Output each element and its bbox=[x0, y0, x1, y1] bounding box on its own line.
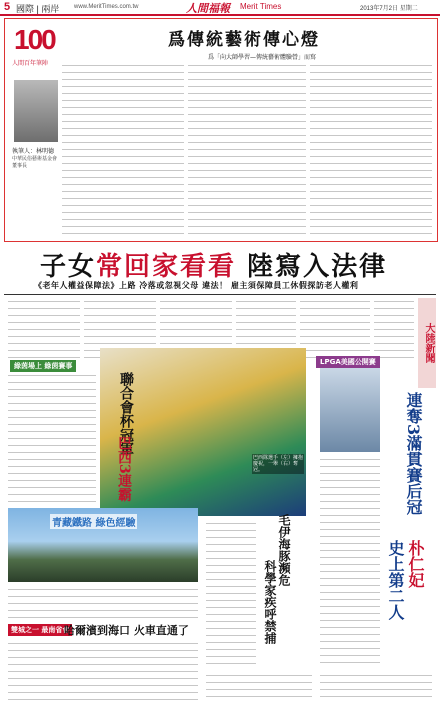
top-story-title: 爲傳統藝術傳心燈 bbox=[168, 30, 320, 50]
science-subheadline: 科學家疾呼禁捕 bbox=[263, 560, 277, 644]
top-story-subtitle: 爲「向大師學習—傳統藝術體驗營」而寫 bbox=[208, 54, 317, 61]
headline-part-2: 陸寫入法律 bbox=[247, 252, 388, 282]
headline-part-1: 子女 bbox=[40, 252, 97, 282]
divider bbox=[4, 294, 436, 295]
website-link[interactable]: www.MeritTimes.com.tw bbox=[74, 4, 139, 10]
golf-headline-name: 朴仁妃 bbox=[406, 540, 425, 588]
side-section-label: 大陸新聞 bbox=[418, 298, 436, 388]
railway-caption-text bbox=[8, 586, 198, 620]
sports-headline: 聯合會杯冠軍 bbox=[118, 372, 134, 456]
newspaper-logo-en: Merit Times bbox=[240, 2, 282, 11]
bottom-text-column bbox=[8, 640, 198, 700]
main-headline bbox=[40, 246, 387, 283]
author-photo bbox=[14, 80, 58, 142]
page-number: 5 bbox=[4, 1, 11, 13]
bottom-headline: 哈爾濱到海口 火車直通了 bbox=[64, 624, 189, 637]
bottom-text-column bbox=[320, 672, 432, 700]
main-story-text-column bbox=[8, 298, 80, 358]
column-badge: 100 bbox=[14, 24, 55, 55]
golf-section-tag: LPGA美國公開賽 bbox=[316, 356, 380, 368]
bottom-text-column bbox=[206, 672, 312, 700]
top-story-text-column bbox=[310, 62, 432, 236]
sports-text-column bbox=[8, 372, 96, 506]
main-subheadline: 《老年人權益保障法》上路 冷落或忽視父母 違法！ 雇主須保障員工休假探訪老人權利 bbox=[34, 281, 359, 290]
author-role: 中華民俗藝術基金會董事長 bbox=[12, 156, 58, 169]
golf-photo bbox=[320, 368, 380, 452]
golf-headline: 連奪3滿貫賽后冠 bbox=[404, 392, 423, 516]
section-label: 國際 | 兩岸 bbox=[16, 4, 60, 14]
author-name: 執筆人：林明德 bbox=[12, 148, 55, 155]
headline-part-red: 常回家看看 bbox=[96, 252, 237, 282]
golf-headline-tail: 史上第二人 bbox=[386, 540, 405, 620]
column-badge-subtitle: 人間百年筆陣 bbox=[12, 61, 49, 67]
newspaper-logo: 人間福報 bbox=[186, 2, 230, 15]
sports-headline-red: 巴西3連霸 bbox=[116, 436, 132, 502]
science-headline: 毛伊海豚瀕危 bbox=[277, 514, 291, 586]
sports-section-tag: 綠茵場上 綠茵賽事 bbox=[10, 360, 76, 372]
issue-date: 2013年7月2日 星期二 bbox=[360, 6, 418, 12]
sports-photo-caption: 巴西隊選手（左）擁抱慶祝，一舉（右）奪冠。 bbox=[253, 455, 304, 473]
top-story-text-column bbox=[188, 62, 306, 236]
top-story-text-column bbox=[62, 62, 184, 236]
golf-text-column bbox=[320, 456, 380, 666]
main-story-text-column bbox=[374, 298, 414, 358]
main-story-text-column bbox=[300, 298, 370, 358]
science-text-column bbox=[206, 520, 256, 670]
bottom-section-tag: 雙城之一 最南省會 bbox=[8, 624, 72, 636]
railway-photo-title: 青藏鐵路 綠色經驗 bbox=[50, 514, 137, 529]
